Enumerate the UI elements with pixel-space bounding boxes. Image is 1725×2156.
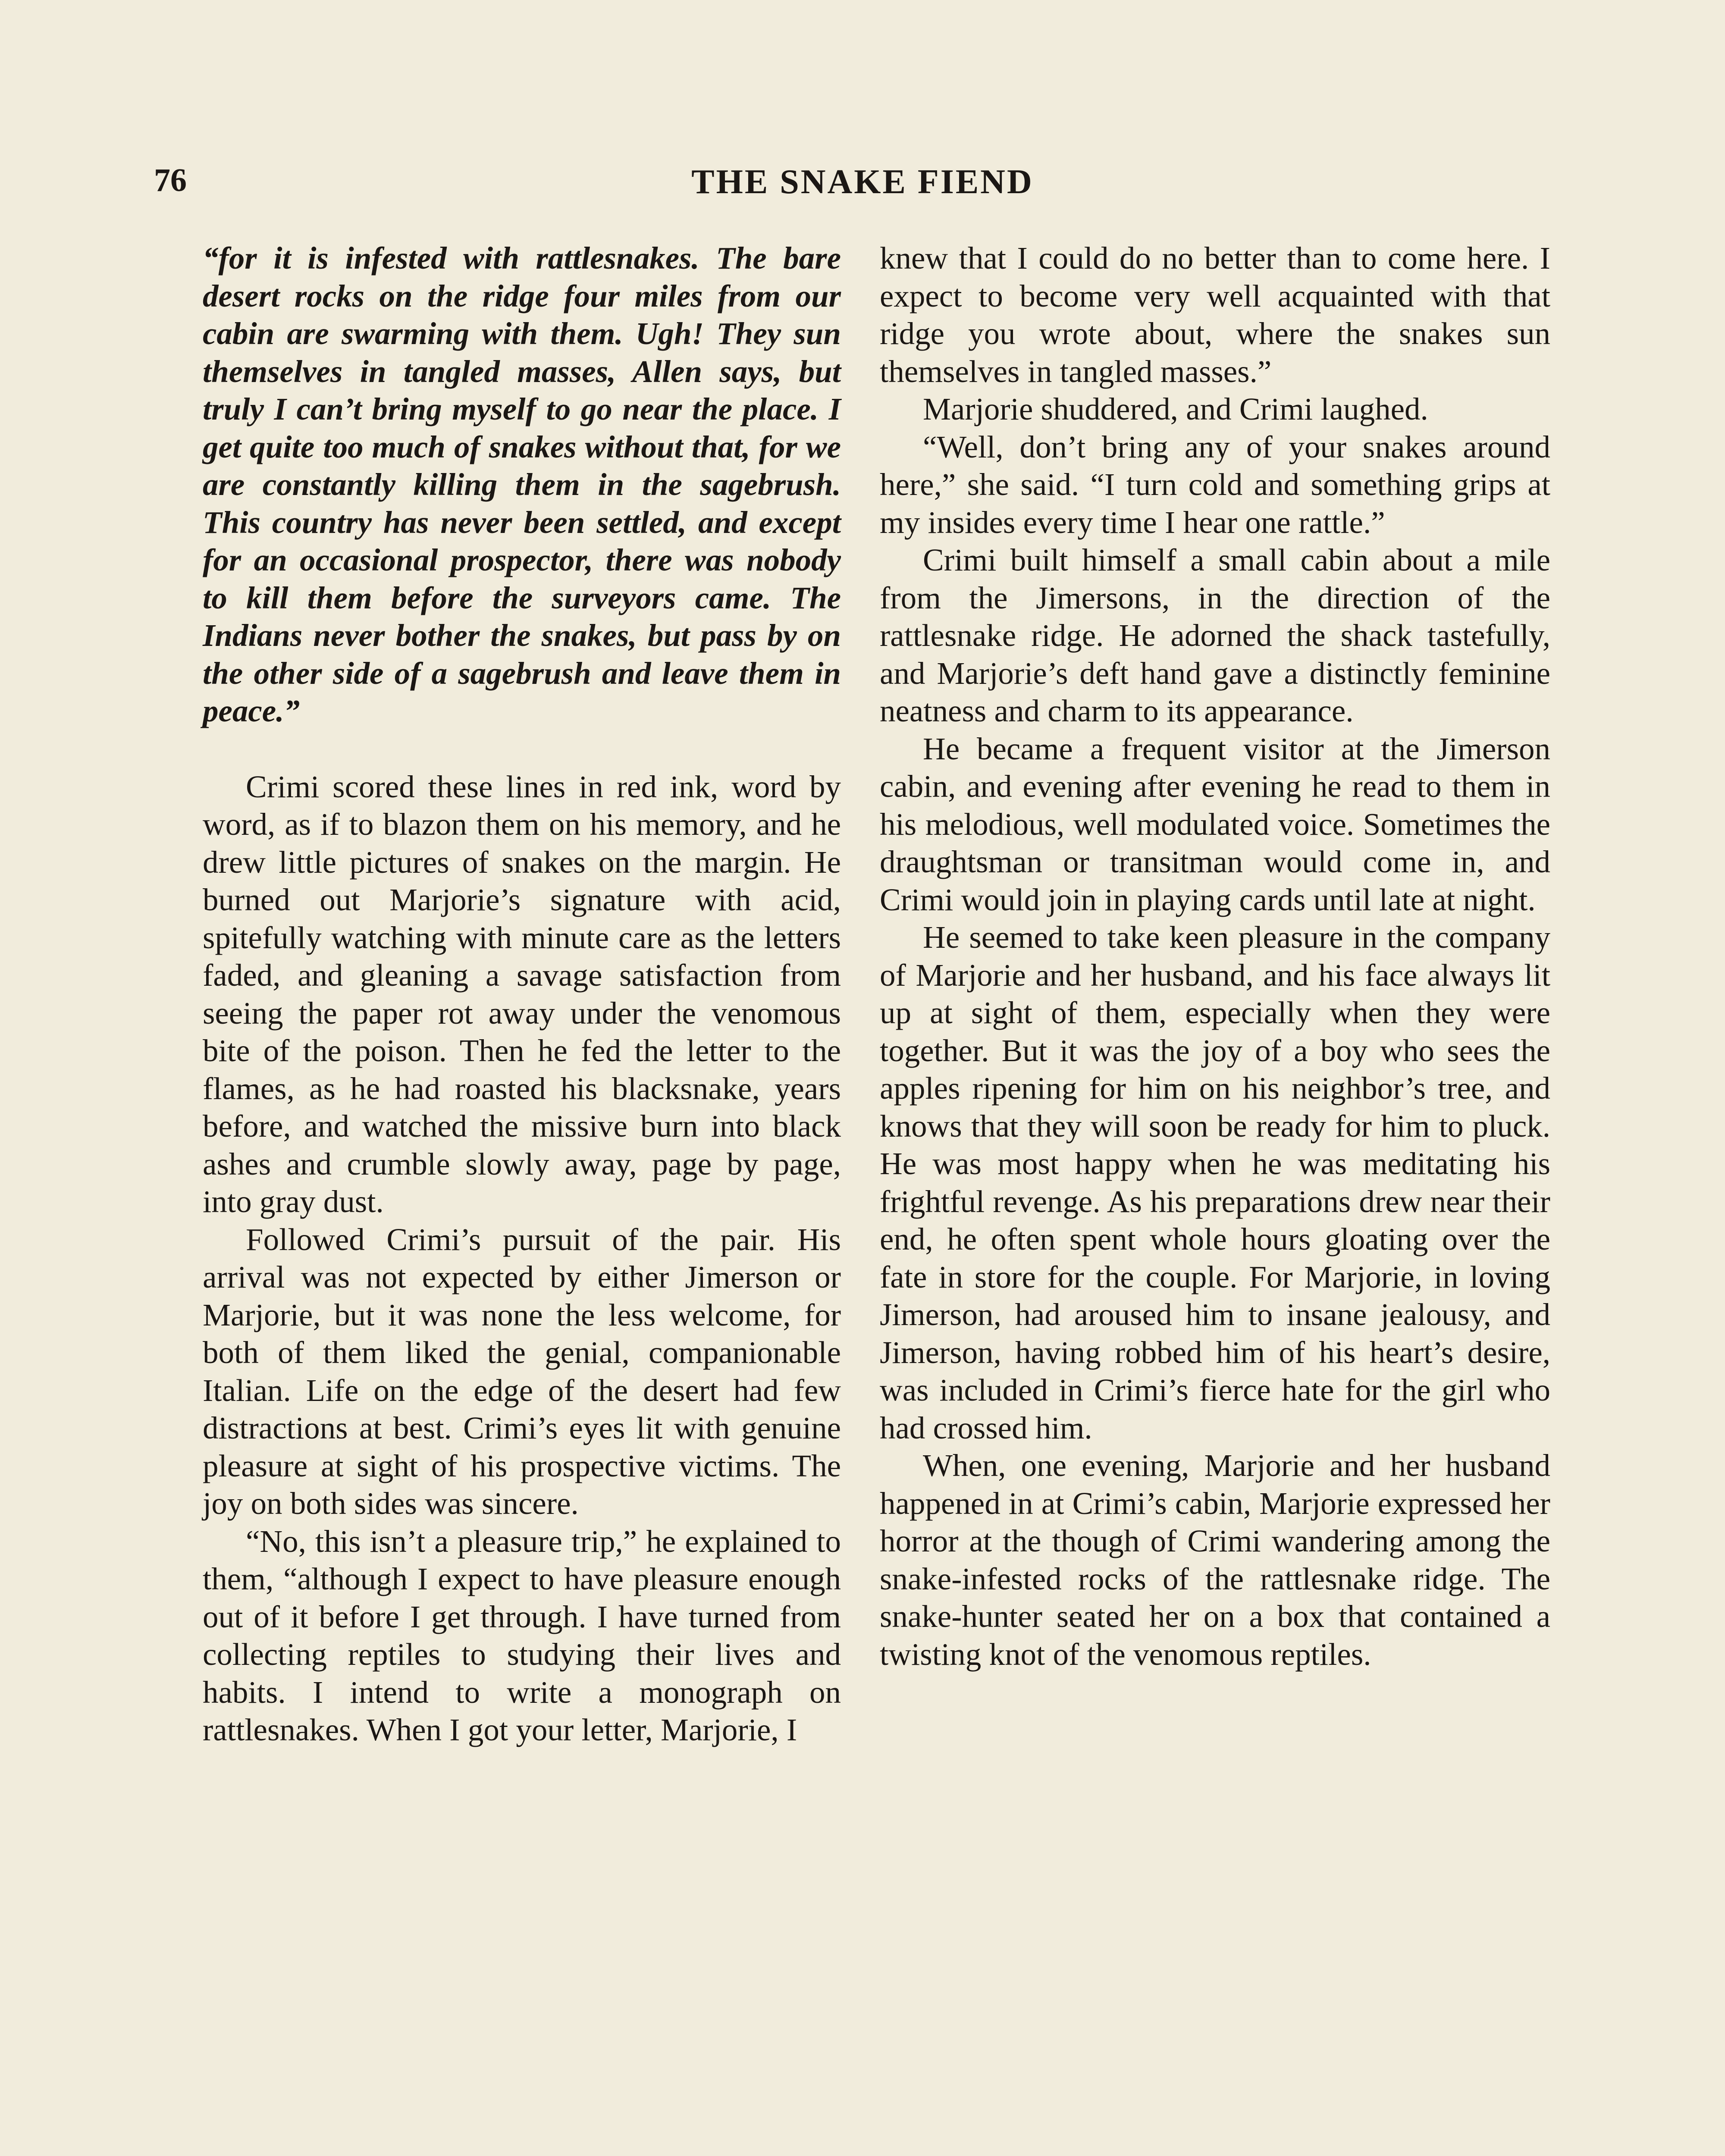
running-head: THE SNAKE FIEND bbox=[691, 163, 1034, 201]
body-paragraph: knew that I could do no better than to come here. I expect to become very well acquainted with that ridge you wrote about, where the snakes sun themselves in tangled masses.” bbox=[880, 241, 1550, 389]
page-number: 76 bbox=[154, 162, 187, 198]
section-gap bbox=[203, 730, 841, 768]
body-paragraph: Crimi scored these lines in red ink, word by word, as if to blazon them on his memory, and he drew little pictures of snakes on the margin. He burned out Marjorie’s signature with acid, spitefully watching with minute care as the letters faded, and gleaning a savage satisfaction from seeing the paper rot away under the venomous bite of the poison. Then he fed the letter to the flames, as he had roasted his blacksnake, years before, and watched the missive burn into black ashes and crumble slowly away, page by page, into gray dust. bbox=[203, 769, 841, 1219]
left-column bbox=[203, 239, 841, 1749]
letter-excerpt bbox=[203, 239, 841, 730]
body-paragraph: When, one evening, Marjorie and her husband happened in at Crimi’s cabin, Marjorie expressed her horror at the though of Crimi wandering among the snake-infested rocks of the rattlesnake ridge. The snake-hunter seated her on a box that contained a twisting knot of the venomous reptiles. bbox=[880, 1448, 1550, 1672]
body-paragraph: “Well, don’t bring any of your snakes around here,” she said. “I turn cold and something grips at my insides every time I hear one rattle.” bbox=[880, 429, 1550, 540]
body-paragraph: Followed Crimi’s pursuit of the pair. His arrival was not expected by either Jimerson or Marjorie, but it was none the less welcome, for both of them liked the genial, companionable Italian. Life on the edge of the desert had few distractions at best. Crimi’s eyes lit with genuine pleasure at sight of his prospective victims. The joy on both sides was sincere. bbox=[203, 1222, 841, 1521]
body-paragraph: He became a frequent visitor at the Jimerson cabin, and evening after evening he read to them in his melodious, well modulated voice. Sometimes the draughtsman or transitman would come in, and Crimi would join in playing cards until late at night. bbox=[880, 731, 1550, 917]
body-paragraph: He seemed to take keen pleasure in the company of Marjorie and her husband, and his face always lit up at sight of them, especially when they were together. But it was the joy of a boy who sees the apples ripening for him on his neighbor’s tree, and knows that they will soon be ready for him to pluck. He was most happy when he was meditating his frightful revenge. As his preparations drew near their end, he often spent whole hours gloating over the fate in store for the couple. For Marjorie, in loving Jimerson, had aroused him to insane jealousy, and Jimerson, having robbed him of his heart’s desire, was included in Crimi’s fierce hate for the girl who had crossed him. bbox=[880, 920, 1550, 1445]
body-paragraph: Marjorie shuddered, and Crimi laughed. bbox=[923, 392, 1428, 426]
right-column bbox=[880, 239, 1550, 1673]
body-paragraph: “No, this isn’t a pleasure trip,” he explained to them, “although I expect to have pleasure enough out of it before I get through. I have turned from collecting reptiles to studying their lives and habits. I intend to write a monograph on rattlesnakes. When I got your letter, Marjorie, I bbox=[203, 1523, 841, 1747]
letter-paragraph: “for it is infested with rattlesnakes. The bare desert rocks on the ridge four miles from our cabin are swarming with them. Ugh! They sun themselves in tangled masses, Allen says, but truly I can’t bring myself to go near the place. I get quite too much of snakes without that, for we are constantly killing them in the sagebrush. This country has never been settled, and except for an occasional prospector, there was nobody to kill them before the surveyors came. The Indians never bother the snakes, but pass by on the other side of a sagebrush and leave them in peace.” bbox=[203, 241, 841, 728]
body-paragraph: Crimi built himself a small cabin about a mile from the Jimersons, in the direction of the rattlesnake ridge. He adorned the shack tastefully, and Marjorie’s deft hand gave a distinctly feminine neatness and charm to its appearance. bbox=[880, 542, 1550, 728]
